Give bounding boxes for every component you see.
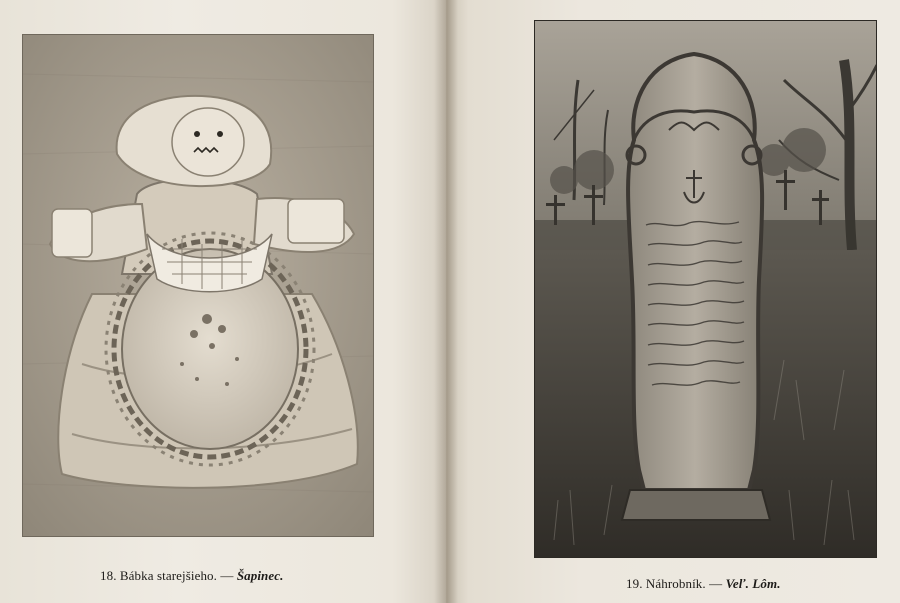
- gravestone-photograph: [534, 20, 877, 558]
- left-page: [0, 0, 446, 603]
- doll-photograph: [22, 34, 374, 537]
- caption-place: Šapinec.: [236, 568, 284, 583]
- figure-18-caption: [100, 568, 283, 584]
- doll-photo-icon: [22, 34, 374, 537]
- figure-19-caption: [626, 576, 781, 592]
- caption-place: Veľ. Lôm.: [725, 576, 781, 591]
- caption-title: 18. Bábka starejšieho. —: [100, 568, 237, 583]
- caption-title: 19. Náhrobník. —: [626, 576, 726, 591]
- book-gutter: [434, 0, 458, 603]
- gravestone-photo-icon: [534, 20, 877, 558]
